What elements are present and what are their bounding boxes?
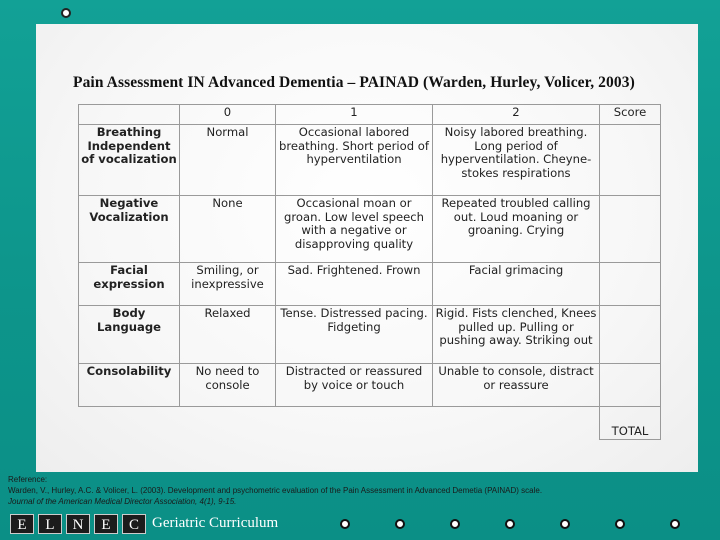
score-0-cell: None <box>180 196 276 263</box>
header-cell: 1 <box>276 105 433 125</box>
score-1-cell: Distracted or reassured by voice or touch <box>276 364 433 407</box>
score-2-cell: Facial grimacing <box>433 263 600 306</box>
score-entry-cell <box>600 306 661 364</box>
score-0-cell: Smiling, or inexpressive <box>180 263 276 306</box>
table-row <box>79 306 661 364</box>
reference-label: Reference: <box>8 475 48 484</box>
category-cell: Consolability <box>79 364 180 407</box>
total-row <box>79 407 661 440</box>
score-entry-cell <box>600 263 661 306</box>
table-header-row <box>79 105 661 125</box>
header-cell <box>79 105 180 125</box>
score-2-cell: Unable to console, distract or reassure <box>433 364 600 407</box>
score-1-cell: Occasional labored breathing. Short period of hyperventilation <box>276 125 433 196</box>
reference-journal: Journal of the American Medical Director Association, 4(1), 9-15. <box>8 497 237 506</box>
category-cell: Body Language <box>79 306 180 364</box>
score-1-cell: Sad. Frightened. Frown <box>276 263 433 306</box>
nav-dot[interactable] <box>505 519 515 529</box>
scanned-document <box>36 24 698 472</box>
painad-table <box>78 104 661 440</box>
nav-dot[interactable] <box>670 519 680 529</box>
logo-letter: N <box>66 514 90 534</box>
category-cell: Breathing Independent of vocalization <box>79 125 180 196</box>
table-row <box>79 263 661 306</box>
logo-letter: E <box>10 514 34 534</box>
table-row <box>79 125 661 196</box>
top-nav-dot[interactable] <box>61 8 71 18</box>
score-2-cell: Noisy labored breathing. Long period of hyperventilation. Cheyne-stokes respirations <box>433 125 600 196</box>
nav-dot[interactable] <box>450 519 460 529</box>
header-cell: 0 <box>180 105 276 125</box>
score-2-cell: Rigid. Fists clenched, Knees pulled up. Pulling or pushing away. Striking out <box>433 306 600 364</box>
score-entry-cell <box>600 196 661 263</box>
table-row <box>79 364 661 407</box>
score-1-cell: Tense. Distressed pacing. Fidgeting <box>276 306 433 364</box>
nav-dot[interactable] <box>615 519 625 529</box>
score-entry-cell <box>600 364 661 407</box>
table-row <box>79 196 661 263</box>
score-0-cell: No need to console <box>180 364 276 407</box>
reference-citation: Warden, V., Hurley, A.C. & Volicer, L. (2003). Development and psychometric evaluation of the Pain Assessment in Advanced Demetia (PAINAD) scale. <box>8 486 543 495</box>
document-title: Pain Assessment IN Advanced Dementia – PAINAD (Warden, Hurley, Volicer, 2003) <box>73 74 635 91</box>
category-cell: Facial expression <box>79 263 180 306</box>
header-cell: Score <box>600 105 661 125</box>
score-entry-cell <box>600 125 661 196</box>
nav-dot[interactable] <box>340 519 350 529</box>
logo-letter: C <box>122 514 146 534</box>
score-1-cell: Occasional moan or groan. Low level speech with a negative or disapproving quality <box>276 196 433 263</box>
elnec-logo <box>10 514 150 534</box>
score-0-cell: Normal <box>180 125 276 196</box>
nav-dot[interactable] <box>560 519 570 529</box>
nav-dot[interactable] <box>395 519 405 529</box>
reference-text <box>8 474 713 507</box>
logo-letter: E <box>94 514 118 534</box>
logo-letter: L <box>38 514 62 534</box>
score-0-cell: Relaxed <box>180 306 276 364</box>
total-cell: TOTAL <box>600 407 661 440</box>
header-cell: 2 <box>433 105 600 125</box>
footer-title: Geriatric Curriculum <box>152 515 279 531</box>
category-cell: Negative Vocalization <box>79 196 180 263</box>
score-2-cell: Repeated troubled calling out. Loud moaning or groaning. Crying <box>433 196 600 263</box>
